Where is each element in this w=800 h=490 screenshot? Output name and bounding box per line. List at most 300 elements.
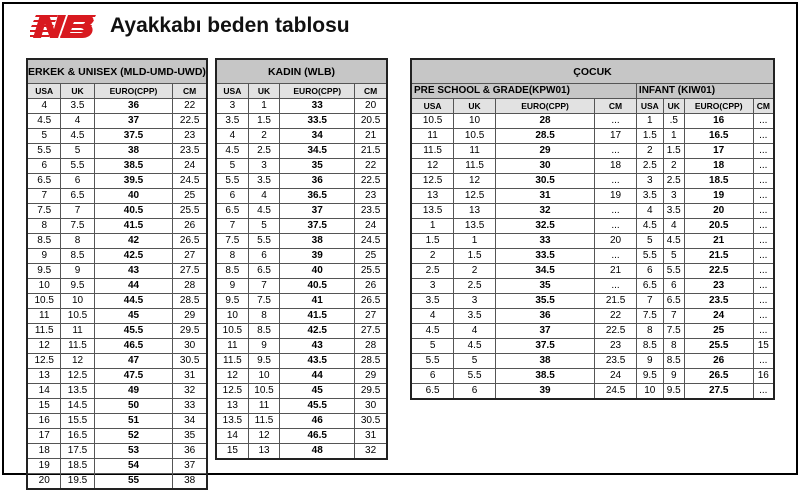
size-cell: 40.5 <box>280 279 355 294</box>
women-table-header: KADIN (WLB) <box>216 59 387 84</box>
size-cell: 25 <box>173 189 207 204</box>
table-row <box>27 294 207 309</box>
size-cell: 41.5 <box>94 219 173 234</box>
size-cell: 23 <box>355 189 387 204</box>
table-row <box>411 279 774 294</box>
size-cell: 43 <box>94 264 173 279</box>
size-cell: 16 <box>753 369 774 384</box>
size-cell: 29 <box>495 144 594 159</box>
size-cell: 17.5 <box>61 444 94 459</box>
column-header: EURO(CPP) <box>94 84 173 99</box>
size-cell: 3 <box>248 159 280 174</box>
size-cell: 15.5 <box>61 414 94 429</box>
size-cell: 9.5 <box>636 369 663 384</box>
size-cell: 28.5 <box>495 129 594 144</box>
column-header: USA <box>411 99 454 114</box>
size-cell: 7 <box>248 279 280 294</box>
size-cell: 7 <box>27 189 61 204</box>
size-cell: 11.5 <box>27 324 61 339</box>
size-cell: 19 <box>684 189 753 204</box>
table-row <box>27 159 207 174</box>
size-cell: ... <box>753 204 774 219</box>
size-cell: 32 <box>495 204 594 219</box>
size-cell: ... <box>753 354 774 369</box>
size-cell: 47 <box>94 354 173 369</box>
size-cell: 10 <box>454 114 496 129</box>
size-cell: 4.5 <box>411 324 454 339</box>
page-header <box>30 8 350 44</box>
size-cell: 2 <box>454 264 496 279</box>
table-row <box>411 324 774 339</box>
size-cell: 20 <box>355 99 387 114</box>
column-header: USA <box>636 99 663 114</box>
size-cell: 6.5 <box>27 174 61 189</box>
column-header: CM <box>753 99 774 114</box>
size-cell: 4.5 <box>454 339 496 354</box>
size-cell: 41 <box>280 294 355 309</box>
size-cell: 37 <box>280 204 355 219</box>
size-cell: 25.5 <box>355 264 387 279</box>
preschool-subheader: PRE SCHOOL & GRADE(KPW01) <box>411 84 636 99</box>
size-cell: 30.5 <box>355 414 387 429</box>
size-cell: 7 <box>636 294 663 309</box>
size-cell: 37 <box>495 324 594 339</box>
table-row <box>216 234 387 249</box>
size-cell: ... <box>753 324 774 339</box>
size-cell: 11 <box>248 399 280 414</box>
size-cell: 50 <box>94 399 173 414</box>
table-row <box>411 294 774 309</box>
table-row <box>216 159 387 174</box>
size-cell: 23.5 <box>355 204 387 219</box>
size-cell: 3.5 <box>61 99 94 114</box>
size-cell: 16 <box>27 414 61 429</box>
size-cell: 3.5 <box>454 309 496 324</box>
size-cell: 28.5 <box>173 294 207 309</box>
size-cell: 7.5 <box>216 234 248 249</box>
table-row <box>27 129 207 144</box>
size-cell: 3 <box>663 189 684 204</box>
size-cell: 32 <box>355 444 387 460</box>
size-cell: 7 <box>216 219 248 234</box>
size-cell: 25 <box>684 324 753 339</box>
table-row <box>216 384 387 399</box>
size-cell: 23 <box>595 339 637 354</box>
size-cell: ... <box>753 159 774 174</box>
men-size-table <box>26 58 208 490</box>
table-row <box>216 249 387 264</box>
size-cell: 21.5 <box>595 294 637 309</box>
size-cell: 9.5 <box>248 354 280 369</box>
table-row <box>216 129 387 144</box>
table-row <box>216 144 387 159</box>
size-cell: 13.5 <box>216 414 248 429</box>
size-cell: 6 <box>248 249 280 264</box>
size-cell: 11 <box>216 339 248 354</box>
size-cell: 9 <box>27 249 61 264</box>
size-cell: 8.5 <box>636 339 663 354</box>
size-cell: 6 <box>663 279 684 294</box>
size-cell: ... <box>753 279 774 294</box>
size-cell: 14.5 <box>61 399 94 414</box>
table-row <box>27 204 207 219</box>
table-row <box>411 144 774 159</box>
size-cell: 8 <box>27 219 61 234</box>
size-cell: 30 <box>173 339 207 354</box>
size-cell: 11 <box>454 144 496 159</box>
column-header: UK <box>248 84 280 99</box>
size-cell: 9 <box>636 354 663 369</box>
size-cell: 37.5 <box>94 129 173 144</box>
size-cell: 5.5 <box>454 369 496 384</box>
size-cell: 27 <box>173 249 207 264</box>
size-cell: 25.5 <box>684 339 753 354</box>
table-row <box>216 264 387 279</box>
table-row <box>411 354 774 369</box>
size-cell: 4 <box>61 114 94 129</box>
size-cell: ... <box>753 174 774 189</box>
table-row <box>411 114 774 129</box>
size-cell: 22.5 <box>595 324 637 339</box>
size-cell: 8.5 <box>216 264 248 279</box>
size-cell: 29.5 <box>355 384 387 399</box>
table-row <box>411 249 774 264</box>
size-cell: 10 <box>636 384 663 400</box>
size-cell: 5 <box>61 144 94 159</box>
size-cell: 7 <box>663 309 684 324</box>
size-cell: 5 <box>411 339 454 354</box>
size-cell: 16 <box>684 114 753 129</box>
size-cell: 4 <box>636 204 663 219</box>
size-cell: 6.5 <box>61 189 94 204</box>
table-row <box>27 114 207 129</box>
table-row <box>411 204 774 219</box>
size-cell: 1.5 <box>663 144 684 159</box>
size-cell: 2.5 <box>411 264 454 279</box>
size-cell: 6 <box>454 384 496 400</box>
size-cell: 10 <box>61 294 94 309</box>
size-cell: 10 <box>27 279 61 294</box>
size-cell: 2.5 <box>454 279 496 294</box>
table-row <box>216 354 387 369</box>
size-cell: 34 <box>280 129 355 144</box>
size-cell: 5 <box>454 354 496 369</box>
size-cell: 13 <box>454 204 496 219</box>
size-cell: 7.5 <box>61 219 94 234</box>
size-cell: 1 <box>454 234 496 249</box>
size-cell: ... <box>753 384 774 400</box>
table-row <box>411 234 774 249</box>
size-cell: 9 <box>248 339 280 354</box>
size-cell: 12.5 <box>61 369 94 384</box>
size-cell: 12.5 <box>454 189 496 204</box>
table-row <box>411 369 774 384</box>
size-cell: 37.5 <box>495 339 594 354</box>
size-cell: 5 <box>27 129 61 144</box>
size-cell: 12.5 <box>411 174 454 189</box>
size-cell: 2.5 <box>248 144 280 159</box>
size-cell: 18.5 <box>684 174 753 189</box>
size-cell: 8.5 <box>663 354 684 369</box>
column-header: UK <box>454 99 496 114</box>
size-cell: ... <box>595 114 637 129</box>
size-cell: 51 <box>94 414 173 429</box>
size-cell: 2.5 <box>663 174 684 189</box>
size-cell: 32 <box>173 384 207 399</box>
table-row <box>27 264 207 279</box>
size-cell: 11.5 <box>454 159 496 174</box>
column-header: EURO(CPP) <box>684 99 753 114</box>
size-cell: ... <box>595 144 637 159</box>
page-title: Ayakkabı beden tablosu <box>110 14 350 37</box>
table-row <box>216 309 387 324</box>
size-cell: 6.5 <box>411 384 454 400</box>
size-cell: 11.5 <box>248 414 280 429</box>
size-cell: 44 <box>280 369 355 384</box>
size-cell: 42.5 <box>94 249 173 264</box>
size-cell: 28 <box>173 279 207 294</box>
size-cell: 27.5 <box>684 384 753 400</box>
size-cell: 5.5 <box>27 144 61 159</box>
size-cell: 6 <box>411 369 454 384</box>
size-cell: 34.5 <box>280 144 355 159</box>
size-cell: 16.5 <box>61 429 94 444</box>
size-cell: 4 <box>411 309 454 324</box>
size-cell: 9.5 <box>27 264 61 279</box>
table-row <box>27 174 207 189</box>
table-row <box>27 219 207 234</box>
size-cell: 46 <box>280 414 355 429</box>
column-header: CM <box>173 84 207 99</box>
size-cell: 26 <box>355 279 387 294</box>
size-cell: 9.5 <box>663 384 684 400</box>
size-cell: 4 <box>27 99 61 114</box>
size-cell: 3.5 <box>248 174 280 189</box>
size-cell: 47.5 <box>94 369 173 384</box>
table-row <box>216 204 387 219</box>
size-cell: 38 <box>94 144 173 159</box>
size-cell: 21 <box>355 129 387 144</box>
size-cell: 49 <box>94 384 173 399</box>
size-cell: 26 <box>173 219 207 234</box>
size-cell: 8.5 <box>27 234 61 249</box>
table-row <box>27 414 207 429</box>
size-cell: 31 <box>495 189 594 204</box>
size-cell: ... <box>753 294 774 309</box>
size-cell: ... <box>595 174 637 189</box>
size-cell: 19.5 <box>61 474 94 490</box>
size-cell: 9 <box>663 369 684 384</box>
size-cell: 40 <box>280 264 355 279</box>
table-row <box>27 249 207 264</box>
column-header: EURO(CPP) <box>280 84 355 99</box>
size-cell: 3.5 <box>216 114 248 129</box>
table-row <box>27 339 207 354</box>
size-cell: 44.5 <box>94 294 173 309</box>
size-cell: 36 <box>173 444 207 459</box>
size-cell: 25.5 <box>173 204 207 219</box>
size-cell: 12 <box>454 174 496 189</box>
size-cell: 30.5 <box>173 354 207 369</box>
size-cell: 3.5 <box>663 204 684 219</box>
size-cell: 11 <box>27 309 61 324</box>
size-cell: 13 <box>411 189 454 204</box>
size-cell: 10 <box>216 309 248 324</box>
size-cell: ... <box>753 264 774 279</box>
kids-size-table <box>410 58 775 400</box>
size-cell: 24 <box>595 369 637 384</box>
size-cell: 23 <box>684 279 753 294</box>
size-cell: 38 <box>280 234 355 249</box>
size-cell: 28 <box>355 339 387 354</box>
size-cell: 13 <box>27 369 61 384</box>
size-cell: 1.5 <box>411 234 454 249</box>
size-cell: 24 <box>684 309 753 324</box>
size-cell: 20 <box>27 474 61 490</box>
size-cell: 24 <box>355 219 387 234</box>
size-cell: 11 <box>411 129 454 144</box>
table-row <box>27 459 207 474</box>
size-cell: 23.5 <box>684 294 753 309</box>
size-cell: 12.5 <box>27 354 61 369</box>
size-cell: 10.5 <box>411 114 454 129</box>
column-header: CM <box>355 84 387 99</box>
size-cell: 10.5 <box>454 129 496 144</box>
size-cell: 43 <box>280 339 355 354</box>
table-row <box>27 474 207 490</box>
size-cell: 4.5 <box>248 204 280 219</box>
size-cell: 3 <box>454 294 496 309</box>
size-cell: 28 <box>495 114 594 129</box>
size-cell: 24 <box>173 159 207 174</box>
size-cell: 46.5 <box>94 339 173 354</box>
size-cell: 3 <box>636 174 663 189</box>
brand-logo-icon <box>30 9 98 43</box>
size-cell: ... <box>595 219 637 234</box>
size-cell: ... <box>753 129 774 144</box>
size-cell: 7.5 <box>636 309 663 324</box>
size-cell: 36 <box>495 309 594 324</box>
size-cell: 4 <box>216 129 248 144</box>
table-row <box>216 369 387 384</box>
size-cell: 5.5 <box>663 264 684 279</box>
size-cell: 35 <box>280 159 355 174</box>
size-cell: 37 <box>173 459 207 474</box>
table-row <box>27 189 207 204</box>
size-cell: 38.5 <box>495 369 594 384</box>
size-cell: 2 <box>411 249 454 264</box>
size-cell: 12.5 <box>216 384 248 399</box>
size-cell: 18 <box>27 444 61 459</box>
size-cell: 54 <box>94 459 173 474</box>
column-header: UK <box>61 84 94 99</box>
size-cell: 22 <box>595 309 637 324</box>
size-cell: 4 <box>454 324 496 339</box>
size-cell: 6.5 <box>663 294 684 309</box>
size-cell: 10.5 <box>61 309 94 324</box>
size-cell: 23.5 <box>595 354 637 369</box>
size-cell: 36 <box>94 99 173 114</box>
size-cell: 29 <box>173 309 207 324</box>
size-cell: 8 <box>636 324 663 339</box>
size-cell: 13 <box>248 444 280 460</box>
size-cell: 1.5 <box>636 129 663 144</box>
size-cell: 17 <box>684 144 753 159</box>
size-cell: 22.5 <box>684 264 753 279</box>
size-cell: 24.5 <box>595 384 637 400</box>
size-cell: 13.5 <box>61 384 94 399</box>
size-cell: 40 <box>94 189 173 204</box>
size-cell: 46.5 <box>280 429 355 444</box>
table-row <box>216 99 387 114</box>
size-cell: 25 <box>355 249 387 264</box>
size-cell: 19 <box>595 189 637 204</box>
table-row <box>27 309 207 324</box>
size-cell: 21.5 <box>355 144 387 159</box>
size-cell: 13 <box>216 399 248 414</box>
size-cell: 3.5 <box>636 189 663 204</box>
size-cell: 15 <box>216 444 248 460</box>
size-cell: ... <box>753 249 774 264</box>
size-cell: 30 <box>495 159 594 174</box>
size-cell: ... <box>753 144 774 159</box>
size-cell: 45.5 <box>94 324 173 339</box>
size-cell: 27.5 <box>355 324 387 339</box>
size-cell: 6 <box>61 174 94 189</box>
table-row <box>27 234 207 249</box>
size-cell: 5.5 <box>216 174 248 189</box>
size-cell: ... <box>595 249 637 264</box>
table-row <box>216 219 387 234</box>
size-cell: 22 <box>173 99 207 114</box>
size-cell: 43.5 <box>280 354 355 369</box>
table-row <box>216 414 387 429</box>
table-row <box>216 294 387 309</box>
size-cell: 15 <box>753 339 774 354</box>
size-cell: 33 <box>495 234 594 249</box>
size-cell: 12 <box>411 159 454 174</box>
size-cell: 20 <box>684 204 753 219</box>
size-cell: 2 <box>663 159 684 174</box>
size-cell: 12 <box>27 339 61 354</box>
women-size-table <box>215 58 388 460</box>
size-cell: 29 <box>355 369 387 384</box>
size-cell: 15 <box>27 399 61 414</box>
table-row <box>411 189 774 204</box>
size-cell: 23 <box>173 129 207 144</box>
size-cell: 8 <box>663 339 684 354</box>
size-cell: 42 <box>94 234 173 249</box>
column-header: UK <box>663 99 684 114</box>
size-cell: 39 <box>495 384 594 400</box>
size-cell: 27.5 <box>173 264 207 279</box>
size-cell: 1.5 <box>248 114 280 129</box>
size-cell: 5.5 <box>636 249 663 264</box>
table-row <box>216 429 387 444</box>
size-cell: 53 <box>94 444 173 459</box>
size-cell: 10.5 <box>216 324 248 339</box>
size-cell: 34.5 <box>495 264 594 279</box>
size-cell: 17 <box>27 429 61 444</box>
size-cell: 38 <box>173 474 207 490</box>
size-cell: 38.5 <box>94 159 173 174</box>
size-cell: 45 <box>280 384 355 399</box>
size-cell: 24.5 <box>355 234 387 249</box>
size-cell: 2 <box>248 129 280 144</box>
size-cell: 5 <box>248 219 280 234</box>
size-cell: 4 <box>663 219 684 234</box>
size-cell: 33 <box>280 99 355 114</box>
